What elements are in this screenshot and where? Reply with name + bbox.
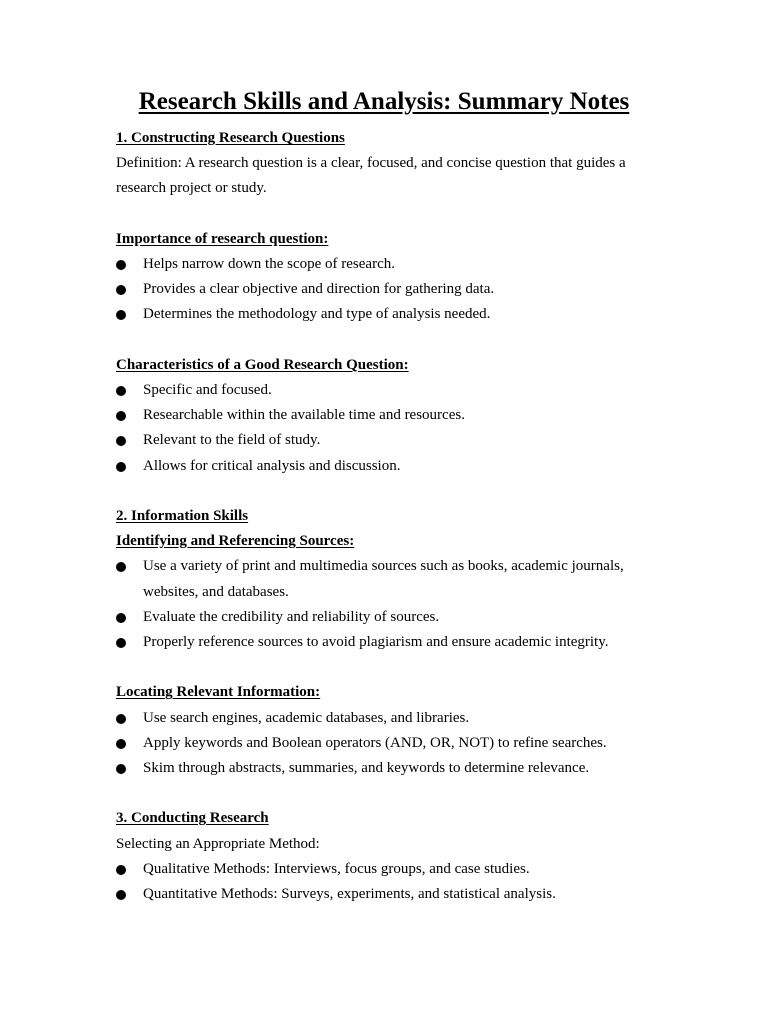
list-item [116, 252, 656, 277]
spacer [116, 202, 656, 227]
bullet-icon [116, 764, 126, 774]
list-item-text: Evaluate the credibility and reliability of sources. [143, 608, 440, 625]
spacer [116, 328, 656, 353]
methods-list [116, 857, 656, 907]
bullet-icon [116, 310, 126, 320]
spacer [116, 655, 656, 680]
list-item-text: Relevant to the field of study. [143, 432, 321, 449]
list-item-text: Skim through abstracts, summaries, and keywords to determine relevance. [143, 759, 590, 776]
list-item [116, 882, 656, 907]
characteristics-heading: Characteristics of a Good Research Question: [116, 356, 409, 373]
list-item-text: Quantitative Methods: Surveys, experiments, and statistical analysis. [143, 885, 556, 902]
bullet-icon [116, 890, 126, 900]
bullet-icon [116, 285, 126, 295]
bullet-icon [116, 714, 126, 724]
list-item-text: Researchable within the available time and resources. [143, 407, 465, 424]
document-title: Research Skills and Analysis: Summary Notes [138, 88, 630, 115]
section-3-heading: 3. Conducting Research [116, 810, 269, 827]
list-item-text: Specific and focused. [143, 381, 272, 398]
list-item-text: Properly reference sources to avoid plagiarism and ensure academic integrity. [143, 633, 609, 650]
bullet-icon [116, 613, 126, 623]
list-item [116, 706, 656, 731]
list-item-text: Determines the methodology and type of analysis needed. [143, 306, 491, 323]
method-label: Selecting an Appropriate Method: [116, 835, 320, 852]
characteristics-list [116, 378, 656, 479]
list-item [116, 378, 656, 403]
bullet-icon [116, 638, 126, 648]
list-item [116, 630, 656, 655]
list-item [116, 857, 656, 882]
list-item-text: Allows for critical analysis and discussion. [143, 457, 401, 474]
bullet-icon [116, 562, 126, 572]
definition-paragraph: Definition: A research question is a clear, focused, and concise question that guides a research project or study. [116, 155, 626, 197]
list-item-text: Helps narrow down the scope of research. [143, 255, 395, 272]
bullet-icon [116, 739, 126, 749]
bullet-icon [116, 260, 126, 270]
list-item [116, 605, 656, 630]
locating-heading: Locating Relevant Information: [116, 684, 321, 701]
list-item-text: Provides a clear objective and direction for gathering data. [143, 281, 495, 298]
list-item [116, 403, 656, 428]
list-item [116, 428, 656, 453]
list-item [116, 554, 656, 604]
section-1-heading: 1. Constructing Research Questions [116, 130, 345, 146]
bullet-icon [116, 386, 126, 396]
spacer [116, 479, 656, 504]
bullet-icon [116, 436, 126, 446]
importance-list [116, 252, 656, 328]
bullet-icon [116, 462, 126, 472]
list-item-text: Use search engines, academic databases, and libraries. [143, 709, 470, 726]
list-item [116, 454, 656, 479]
identifying-heading: Identifying and Referencing Sources: [116, 533, 355, 550]
bullet-icon [116, 865, 126, 875]
identifying-list [116, 554, 656, 655]
list-item [116, 756, 656, 781]
list-item [116, 731, 656, 756]
list-item [116, 277, 656, 302]
bullet-icon [116, 411, 126, 421]
spacer [116, 781, 656, 806]
list-item [116, 302, 656, 327]
importance-heading: Importance of research question: [116, 230, 329, 247]
list-item-text: Apply keywords and Boolean operators (AND, OR, NOT) to refine searches. [143, 734, 607, 751]
locating-list [116, 706, 656, 782]
list-item-text: Qualitative Methods: Interviews, focus groups, and case studies. [143, 860, 530, 877]
list-item-text: Use a variety of print and multimedia sources such as books, academic journals, websites, and databases. [143, 558, 624, 600]
document-body [116, 126, 656, 907]
section-2-heading: 2. Information Skills [116, 507, 249, 524]
